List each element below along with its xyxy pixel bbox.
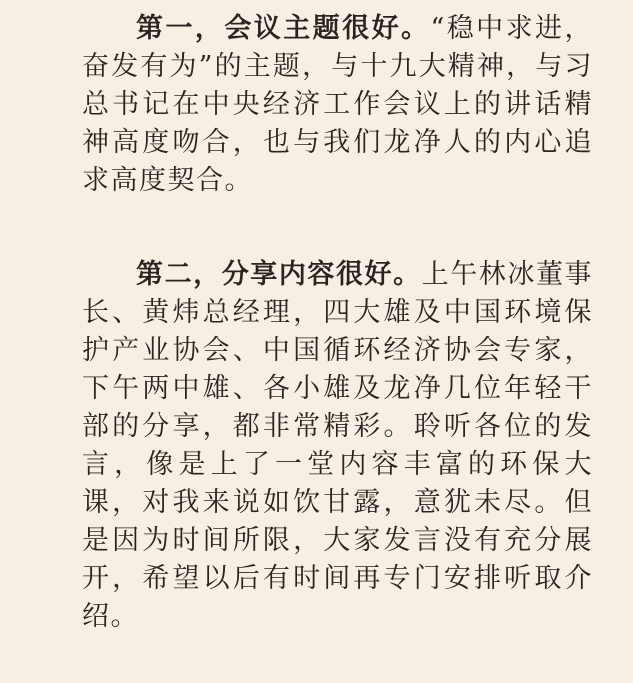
paragraph-first-lead: 第一，会议主题很好。 (136, 13, 431, 44)
paragraph-second-lead: 第二，分享内容很好。 (136, 259, 422, 290)
paragraph-first (82, 10, 593, 200)
paragraph-second-body: 上午林冰董事长、黄炜总经理，四大雄及中国环境保护产业协会、中国循环经济协会专家，下午两中雄、各小雄及龙净几位年轻干部的分享，都非常精彩。聆听各位的发言，像是上了一堂内容丰富的环保大课，对我来说如饮甘露，意犹未尽。但是因为时间所限，大家发言没有充分展开，希望以后有时间再专门安排听取介绍。 (82, 259, 594, 632)
paragraph-second (82, 256, 593, 636)
paragraph-first-body: “稳中求进，奋发有为”的主题，与十九大精神，与习总书记在中央经济工作会议上的讲话精神高度吻合，也与我们龙净人的内心追求高度契合。 (82, 13, 594, 196)
